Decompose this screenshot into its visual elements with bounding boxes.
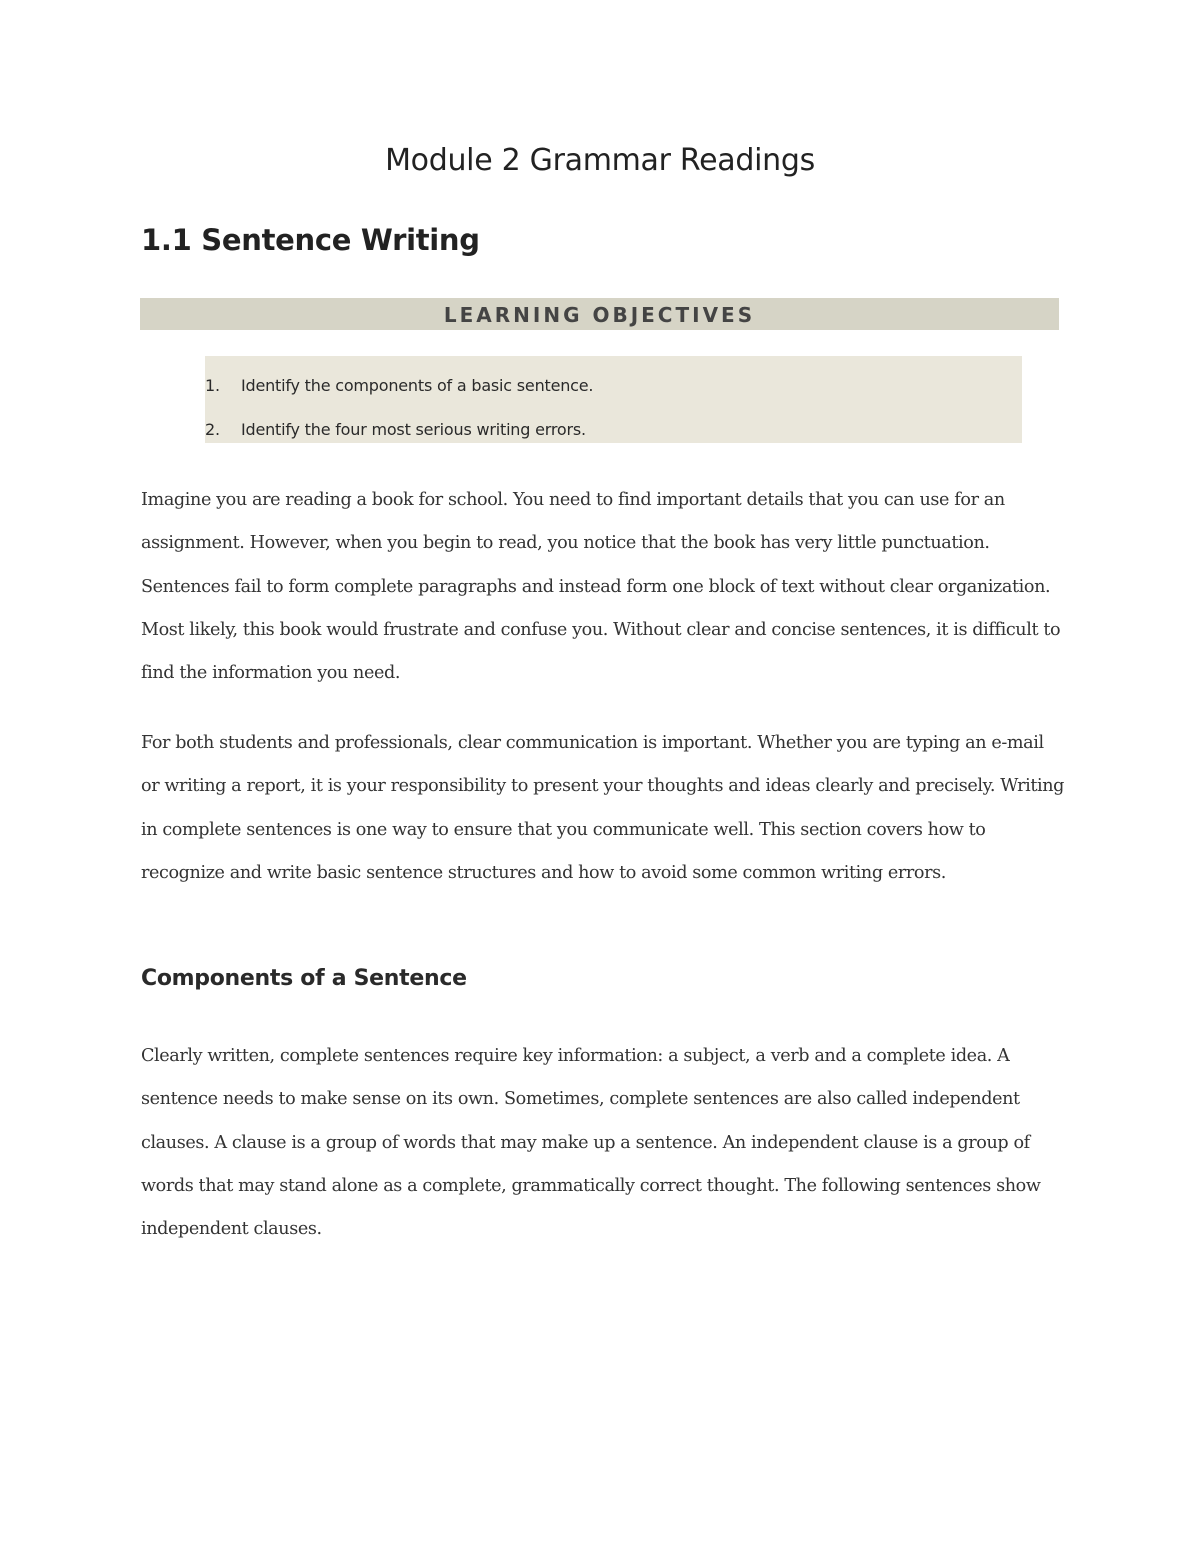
intro-paragraph: Imagine you are reading a book for school. You need to find important details that you can use for an assignment. However, when you begin to read, you notice that the book has very little punctuation. Sentences fail to form complete paragraphs and instead form one block of text without clear organization. Most likely, this book would frustrate and confuse you. Without clear and concise sentences, it is difficult to find the information you need. [141, 490, 1061, 684]
objective-text: Identify the components of a basic sentence. [241, 376, 594, 395]
learning-objectives-list [205, 373, 1022, 461]
objective-number: 2. [205, 420, 220, 439]
objective-item [205, 417, 1022, 461]
communication-paragraph: For both students and professionals, clear communication is important. Whether you are typing an e-mail or writing a report, it is your responsibility to present your thoughts and ideas clearly and precisely. Writing in complete sentences is one way to ensure that you communicate well. This section covers how to recognize and write basic sentence structures and how to avoid some common writing errors. [141, 733, 1065, 883]
objective-number: 1. [205, 376, 220, 395]
learning-objectives-banner: LEARNING OBJECTIVES [140, 298, 1059, 330]
learning-objectives-box [205, 356, 1022, 443]
objective-text: Identify the four most serious writing errors. [241, 420, 586, 439]
components-subheading: Components of a Sentence [141, 966, 467, 991]
document-title: Module 2 Grammar Readings [385, 143, 815, 178]
section-heading: 1.1 Sentence Writing [141, 223, 480, 257]
components-paragraph: Clearly written, complete sentences require key information: a subject, a verb and a complete idea. A sentence needs to make sense on its own. Sometimes, complete sentences are also called independent clauses. A clause is a group of words that may make up a sentence. An independent clause is a group of words that may stand alone as a complete, grammatically correct thought. The following sentences show independent clauses. [141, 1046, 1041, 1240]
objective-item [205, 373, 1022, 417]
